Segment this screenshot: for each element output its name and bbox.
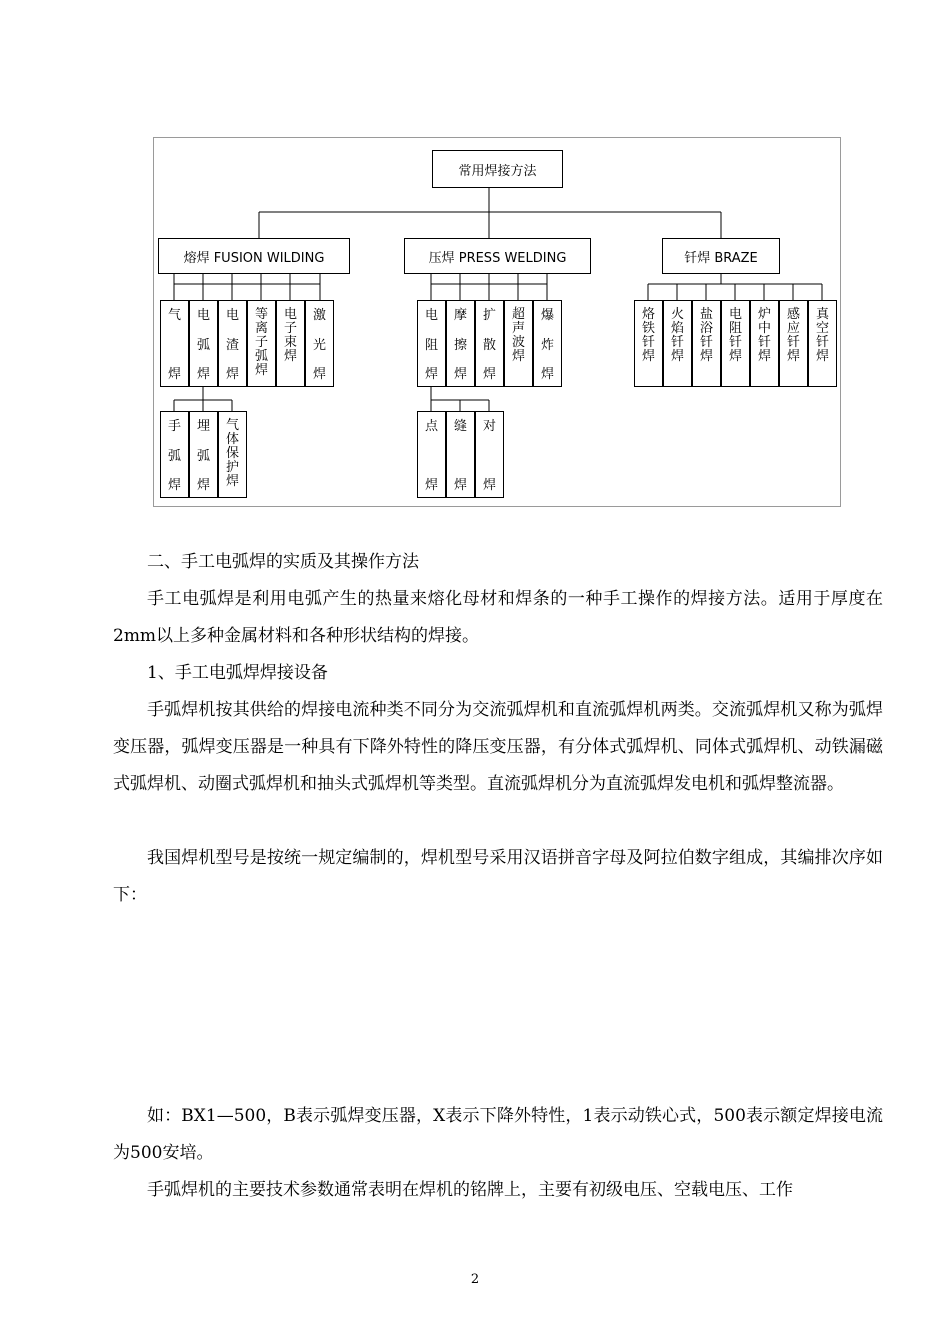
method-box: 超 声 波 焊: [504, 300, 533, 387]
welding-methods-diagram: [153, 137, 841, 507]
page-number: 2: [470, 1272, 480, 1287]
method-box: 摩 擦 焊: [446, 300, 475, 387]
paragraph-model-numbering: 我国焊机型号是按统一规定编制的，焊机型号采用汉语拼音字母及阿拉伯数字组成，其编排次序如下：: [113, 848, 883, 905]
root-node: 常用焊接方法: [432, 150, 563, 188]
method-box: 激 光 焊: [305, 300, 334, 387]
method-box: 对 焊: [475, 411, 504, 498]
paragraph-machines: 手弧焊机按其供给的焊接电流种类不同分为交流弧焊机和直流弧焊机两类。交流弧焊机又称为弧焊变压器，弧焊变压器是一种具有下降外特性的降压变压器，有分体式弧焊机、同体式弧焊机、动铁漏磁式弧焊机、动圈式弧焊机和抽头式弧焊机等类型。直流弧焊机分为直流弧焊发电机和弧焊整流器。: [113, 700, 883, 794]
method-box: 埋 弧 焊: [189, 411, 218, 498]
group-fusion-title: 熔焊 FUSION WILDING: [158, 238, 350, 274]
method-box: 真 空 钎 焊: [808, 300, 837, 387]
method-box: 烙 铁 钎 焊: [634, 300, 663, 387]
method-box: 火 焰 钎 焊: [663, 300, 692, 387]
method-box: 炉 中 钎 焊: [750, 300, 779, 387]
method-box: 等 离 子 弧 焊: [247, 300, 276, 387]
method-box: 电 阻 钎 焊: [721, 300, 750, 387]
method-box: 气 体 保 护 焊: [218, 411, 247, 498]
subsection-heading: 1、手工电弧焊焊接设备: [147, 663, 328, 683]
method-box: 电 渣 焊: [218, 300, 247, 387]
paragraph-parameters: 手弧焊机的主要技术参数通常表明在焊机的铭牌上，主要有初级电压、空载电压、工作: [147, 1180, 793, 1200]
method-box: 盐 浴 钎 焊: [692, 300, 721, 387]
method-box: 电 阻 焊: [417, 300, 446, 387]
method-box: 感 应 钎 焊: [779, 300, 808, 387]
method-box: 爆 炸 焊: [533, 300, 562, 387]
group-braze-title: 钎焊 BRAZE: [662, 238, 780, 274]
paragraph-intro: 手工电弧焊是利用电弧产生的热量来熔化母材和焊条的一种手工操作的焊接方法。适用于厚度在2mm以上多种金属材料和各种形状结构的焊接。: [113, 589, 883, 646]
section-heading: 二、手工电弧焊的实质及其操作方法: [147, 552, 419, 572]
method-box: 手 弧 焊: [160, 411, 189, 498]
method-box: 点 焊: [417, 411, 446, 498]
paragraph-example: 如：BX1—500，B表示弧焊变压器，X表示下降外特性，1表示动铁心式，500表示额定焊接电流为500安培。: [113, 1106, 883, 1163]
method-box: 扩 散 焊: [475, 300, 504, 387]
method-box: 气 焊: [160, 300, 189, 387]
method-box: 电 子 束 焊: [276, 300, 305, 387]
group-press-title: 压焊 PRESS WELDING: [404, 238, 591, 274]
method-box: 缝 焊: [446, 411, 475, 498]
method-box: 电 弧 焊: [189, 300, 218, 387]
